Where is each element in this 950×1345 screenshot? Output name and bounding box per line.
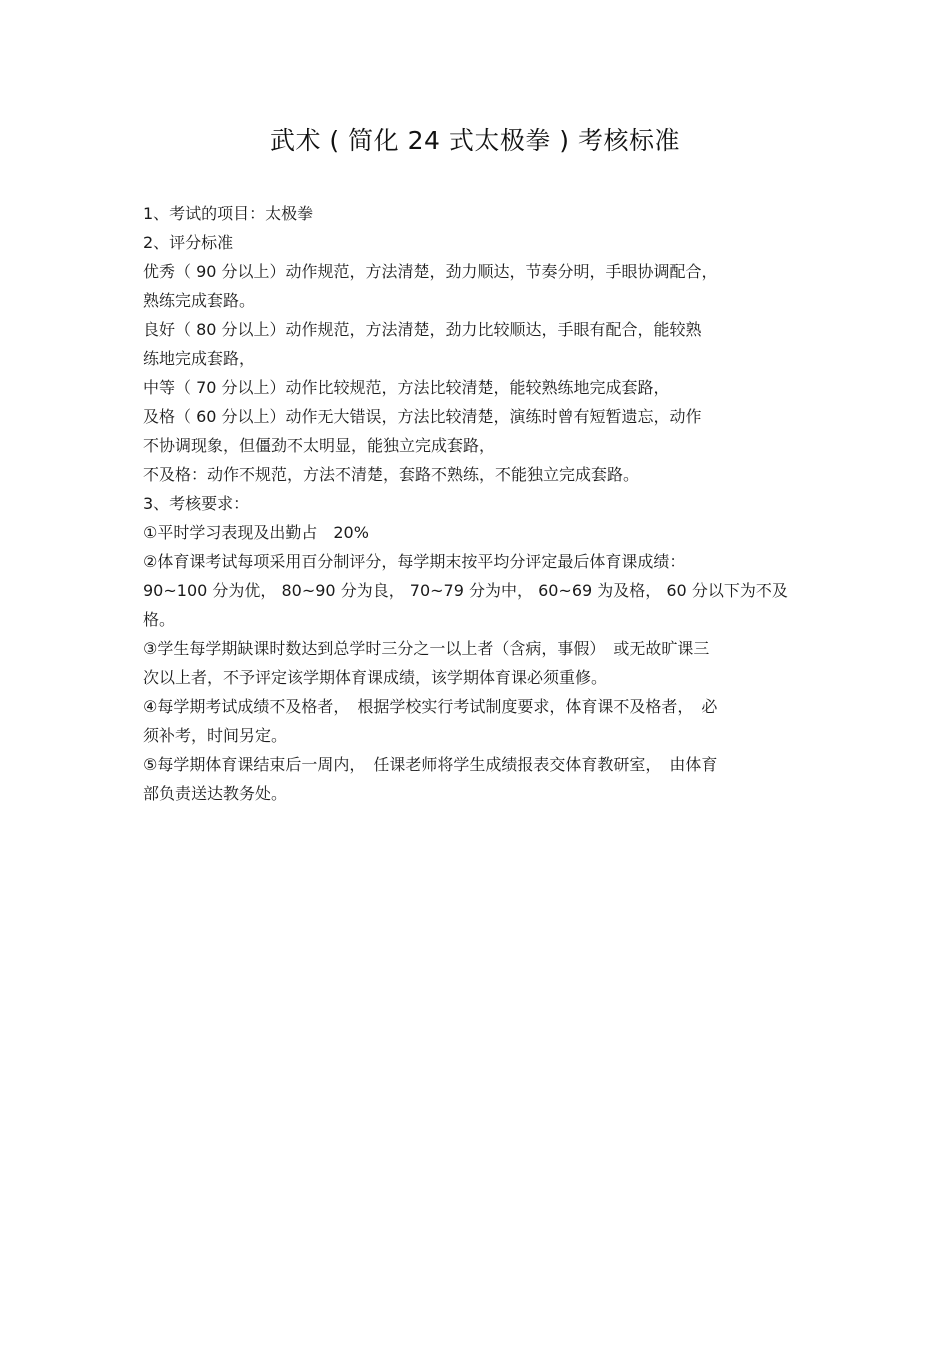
text-line: 须补考，时间另定。 — [143, 726, 288, 745]
text-line: 及格（ 60 分以上）动作无大错误，方法比较清楚，演练时曾有短暂遗忘，动作 — [143, 407, 702, 426]
text-line: 熟练完成套路。 — [143, 291, 256, 310]
text-line: 部负责送达教务处。 — [143, 784, 288, 803]
text-line: 1、考试的项目：太极拳 — [143, 204, 314, 223]
text-line: 2、评分标准 — [143, 233, 234, 252]
text-line: 不及格：动作不规范，方法不清楚，套路不熟练，不能独立完成套路。 — [143, 465, 640, 484]
text-line: ②体育课考试每项采用百分制评分，每学期末按平均分评定最后体育课成绩： — [143, 552, 686, 571]
text-line: 3、考核要求： — [143, 494, 250, 513]
text-line: ①平时学习表现及出勤占 20% — [143, 523, 369, 542]
text-line: 良好（ 80 分以上）动作规范，方法清楚，劲力比较顺达，手眼有配合，能较熟 — [143, 320, 702, 339]
text-line: 练地完成套路， — [143, 349, 256, 368]
document-title: 武术 ( 简化 24 式太极拳 ) 考核标准 — [269, 126, 680, 155]
document-body — [143, 199, 808, 808]
text-line: 优秀（ 90 分以上）动作规范，方法清楚，劲力顺达，节奏分明，手眼协调配合， — [143, 262, 718, 281]
text-line: 不协调现象，但僵劲不太明显，能独立完成套路， — [143, 436, 496, 455]
text-line: 中等（ 70 分以上）动作比较规范，方法比较清楚，能较熟练地完成套路， — [143, 378, 670, 397]
text-line: 90~100 分为优， 80~90 分为良， 70~79 分为中， 60~69 为及格， 60 分以下为不及 — [143, 581, 788, 600]
text-line: 次以上者，不予评定该学期体育课成绩，该学期体育课必须重修。 — [143, 668, 608, 687]
text-line: 格。 — [143, 610, 176, 629]
text-line: ④每学期考试成绩不及格者， 根据学校实行考试制度要求，体育课不及格者， 必 — [143, 697, 718, 716]
text-line: ⑤每学期体育课结束后一周内， 任课老师将学生成绩报表交体育教研室， 由体育 — [143, 755, 718, 774]
text-line: ③学生每学期缺课时数达到总学时三分之一以上者（含病，事假） 或无故旷课三 — [143, 639, 710, 658]
